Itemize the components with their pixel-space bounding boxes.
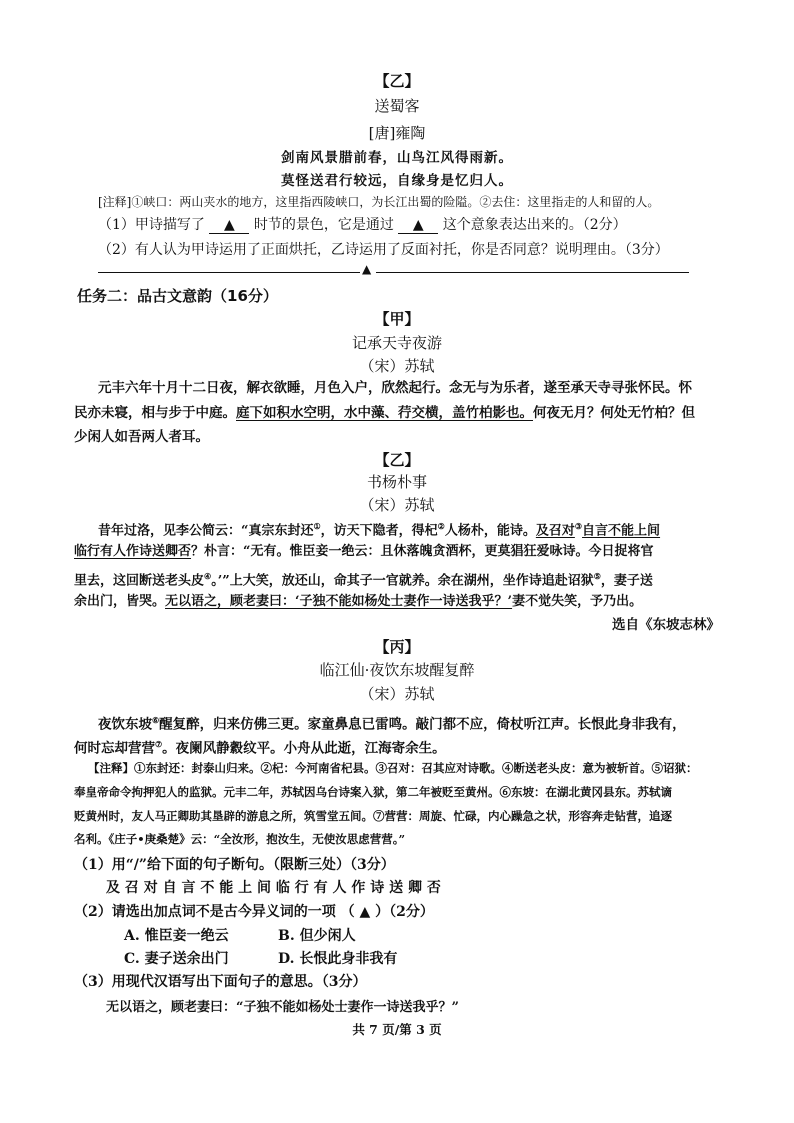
yi-poem-note: [注释]①峡口：两山夹水的地方，这里指西陵峡口，为长江出蜀的险隘。②去住：这里指走的人和留的人。	[98, 195, 660, 209]
jia-text-2b: 何夜无月？何处无竹柏？但	[533, 405, 695, 421]
sub-question-2: （2）请选出加点词不是古今异义词的一项 （ ▲ ）（2分）	[74, 904, 434, 920]
task-2-heading: 任务二：品古文意韵（16分）	[77, 287, 278, 305]
yi-text-2a: ？朴言：“无有。惟臣妾一绝云：且休落魄贪酒杯，更莫猖狂爱咏诗。今日捉将官	[191, 544, 654, 559]
jia-text-line-3: 少闲人如吾两人者耳。	[74, 429, 209, 445]
yi-underlined-4: 无以语之，顾老妻曰：‘子独不能如杨处士妻作一诗送我乎？’	[165, 594, 513, 609]
notes-line-4: 名利。《庄子•庚桑楚》云：“全汝形，抱汝生，无使汝思虑营营。”	[74, 832, 406, 846]
bing-text-2a: 何时忘却营营	[74, 740, 155, 757]
yi-poem-title: 送蜀客	[374, 97, 420, 115]
question-1-part-c: 这个意象表达出来的。（2分）	[442, 217, 627, 233]
sub-question-3: （3）用现代汉语写出下面句子的意思。（3分）	[74, 974, 367, 990]
bing-text-1b: 醒复醉，归来仿佛三更。家童鼻息已雷鸣。敲门都不应，倚杖听江声。长恨此身非我有，	[159, 716, 686, 733]
note-ref-7: ⑦	[155, 739, 163, 749]
note-ref-6: ⑥	[152, 715, 160, 725]
yi-label: 【乙】	[374, 451, 420, 469]
yi-text-1c: 人杨朴，能诗。	[444, 523, 536, 539]
yi-underlined-2: 自言不能上间	[582, 523, 661, 539]
yi-text-4a: 余出门，皆哭。	[74, 594, 166, 609]
yi-text-1b: ，访天下隐者，得杞	[320, 523, 438, 539]
question-1-part-b: 时节的景色，它是通过	[253, 217, 394, 233]
yi-text-line-4	[74, 589, 642, 614]
jia-author: （宋）苏轼	[359, 357, 435, 375]
jia-text-line-1: 元丰六年十月十二日夜，解衣欲睡，月色入户，欣然起行。念无与为乐者，遂至承天寺寻张怀民。怀	[98, 380, 692, 396]
yi-author: （宋）苏轼	[359, 496, 435, 514]
answer-line-left	[98, 272, 360, 273]
note-ref-4: ④	[204, 571, 212, 581]
yi-text-1a: 昔年过洛，见李公简云：“真宗东封还	[98, 523, 314, 539]
notes-line-2: 奉皇帝命令拘押犯人的监狱。元丰二年，苏轼因乌台诗案入狱，第二年被贬至黄州。⑥东坡：在湖北黄冈县东。苏轼谪	[74, 785, 672, 799]
notes-line-1: 【注释】①东封还：封泰山归来。②杞：今河南省杞县。③召对：召其应对诗歌。④断送老头皮：意为被斩首。⑤诏狱：	[88, 761, 698, 775]
yi-source: 选自《东坡志林》	[612, 617, 720, 633]
answer-line-right	[376, 272, 689, 273]
sub-question-3-sentence: 无以语之，顾老妻曰：“子独不能如杨处士妻作一诗送我乎？”	[106, 1000, 459, 1015]
question-1	[98, 214, 627, 234]
yi-text-3a: 里去，这回断送老头皮	[74, 573, 205, 589]
answer-blank-1[interactable]	[209, 217, 249, 234]
yi-underlined-1: 及召对	[535, 523, 575, 539]
triangle-icon: ▲	[362, 262, 372, 276]
notes-line-3: 贬黄州时，友人马正卿助其垦辟的游息之所，筑雪堂五间。⑦营营：周旋、忙碌，内心躁急之状，形容奔走钻营，追逐	[74, 809, 672, 823]
bing-author: （宋）苏轼	[359, 685, 435, 703]
yi-poem-line-2: 莫怪送君行较远，自缘身是忆归人。	[281, 173, 513, 189]
answer-blank-2[interactable]	[398, 217, 438, 234]
page-footer: 共 7 页/第 3 页	[352, 1022, 442, 1037]
bing-text-1a: 夜饮东坡	[98, 716, 152, 733]
note-ref-1: ①	[313, 521, 321, 531]
jia-title: 记承天寺夜游	[351, 334, 442, 352]
jia-label: 【甲】	[374, 310, 420, 328]
bing-text-2b: 。夜阑风静縠纹平。小舟从此逝，江海寄余生。	[162, 740, 446, 757]
note-ref-3: ③	[574, 521, 583, 531]
sub-question-1: （1）用“/”给下面的句子断句。（限断三处）（3分）	[74, 857, 395, 873]
question-1-part-a: （1）甲诗描写了	[98, 217, 205, 233]
bing-label: 【丙】	[374, 638, 420, 656]
yi-poem-label: 【乙】	[374, 72, 420, 90]
yi-underlined-3: 临行有人作诗送卿否	[74, 544, 192, 559]
note-ref-2: ②	[437, 521, 445, 531]
option-b: B. 但少闲人	[278, 928, 356, 944]
yi-text-line-2	[74, 539, 654, 564]
triangle-icon: ▲	[223, 217, 235, 233]
yi-text-3b: 。’”上大笑，放还山，命其子一官就养。余在湖州，坐作诗追赴诏狱	[211, 573, 594, 589]
question-2: （2）有人认为甲诗运用了正面烘托，乙诗运用了反面衬托，你是否同意？说明理由。（3分）	[98, 242, 669, 258]
option-a: A. 惟臣妾一绝云	[124, 928, 229, 944]
yi-poem-line-1: 剑南风景腊前春，山鸟江风得雨新。	[281, 150, 513, 166]
jia-underlined-sentence: 庭下如积水空明，水中藻、荇交横，盖竹柏影也。	[236, 405, 533, 421]
yi-text-3c: ，妻子送	[600, 573, 653, 589]
yi-text-4b: 妻不觉失笑，予乃出。	[512, 594, 643, 609]
yi-title: 书杨朴事	[366, 473, 427, 491]
jia-text-2a: 民亦未寝，相与步于中庭。	[74, 405, 236, 421]
option-c: C. 妻子送余出门	[124, 951, 229, 967]
jia-text-line-2	[74, 401, 695, 426]
bing-text-line-2	[74, 732, 446, 762]
sub-question-1-sentence: 及 召 对 自 言 不 能 上 间 临 行 有 人 作 诗 送 卿 否	[106, 880, 441, 896]
yi-poem-author: [唐]雍陶	[368, 124, 426, 142]
bing-title: 临江仙·夜饮东坡醒复醉	[319, 661, 475, 679]
triangle-icon: ▲	[412, 217, 424, 233]
option-d: D. 长恨此身非我有	[278, 951, 398, 967]
note-ref-5: ⑤	[593, 571, 601, 581]
